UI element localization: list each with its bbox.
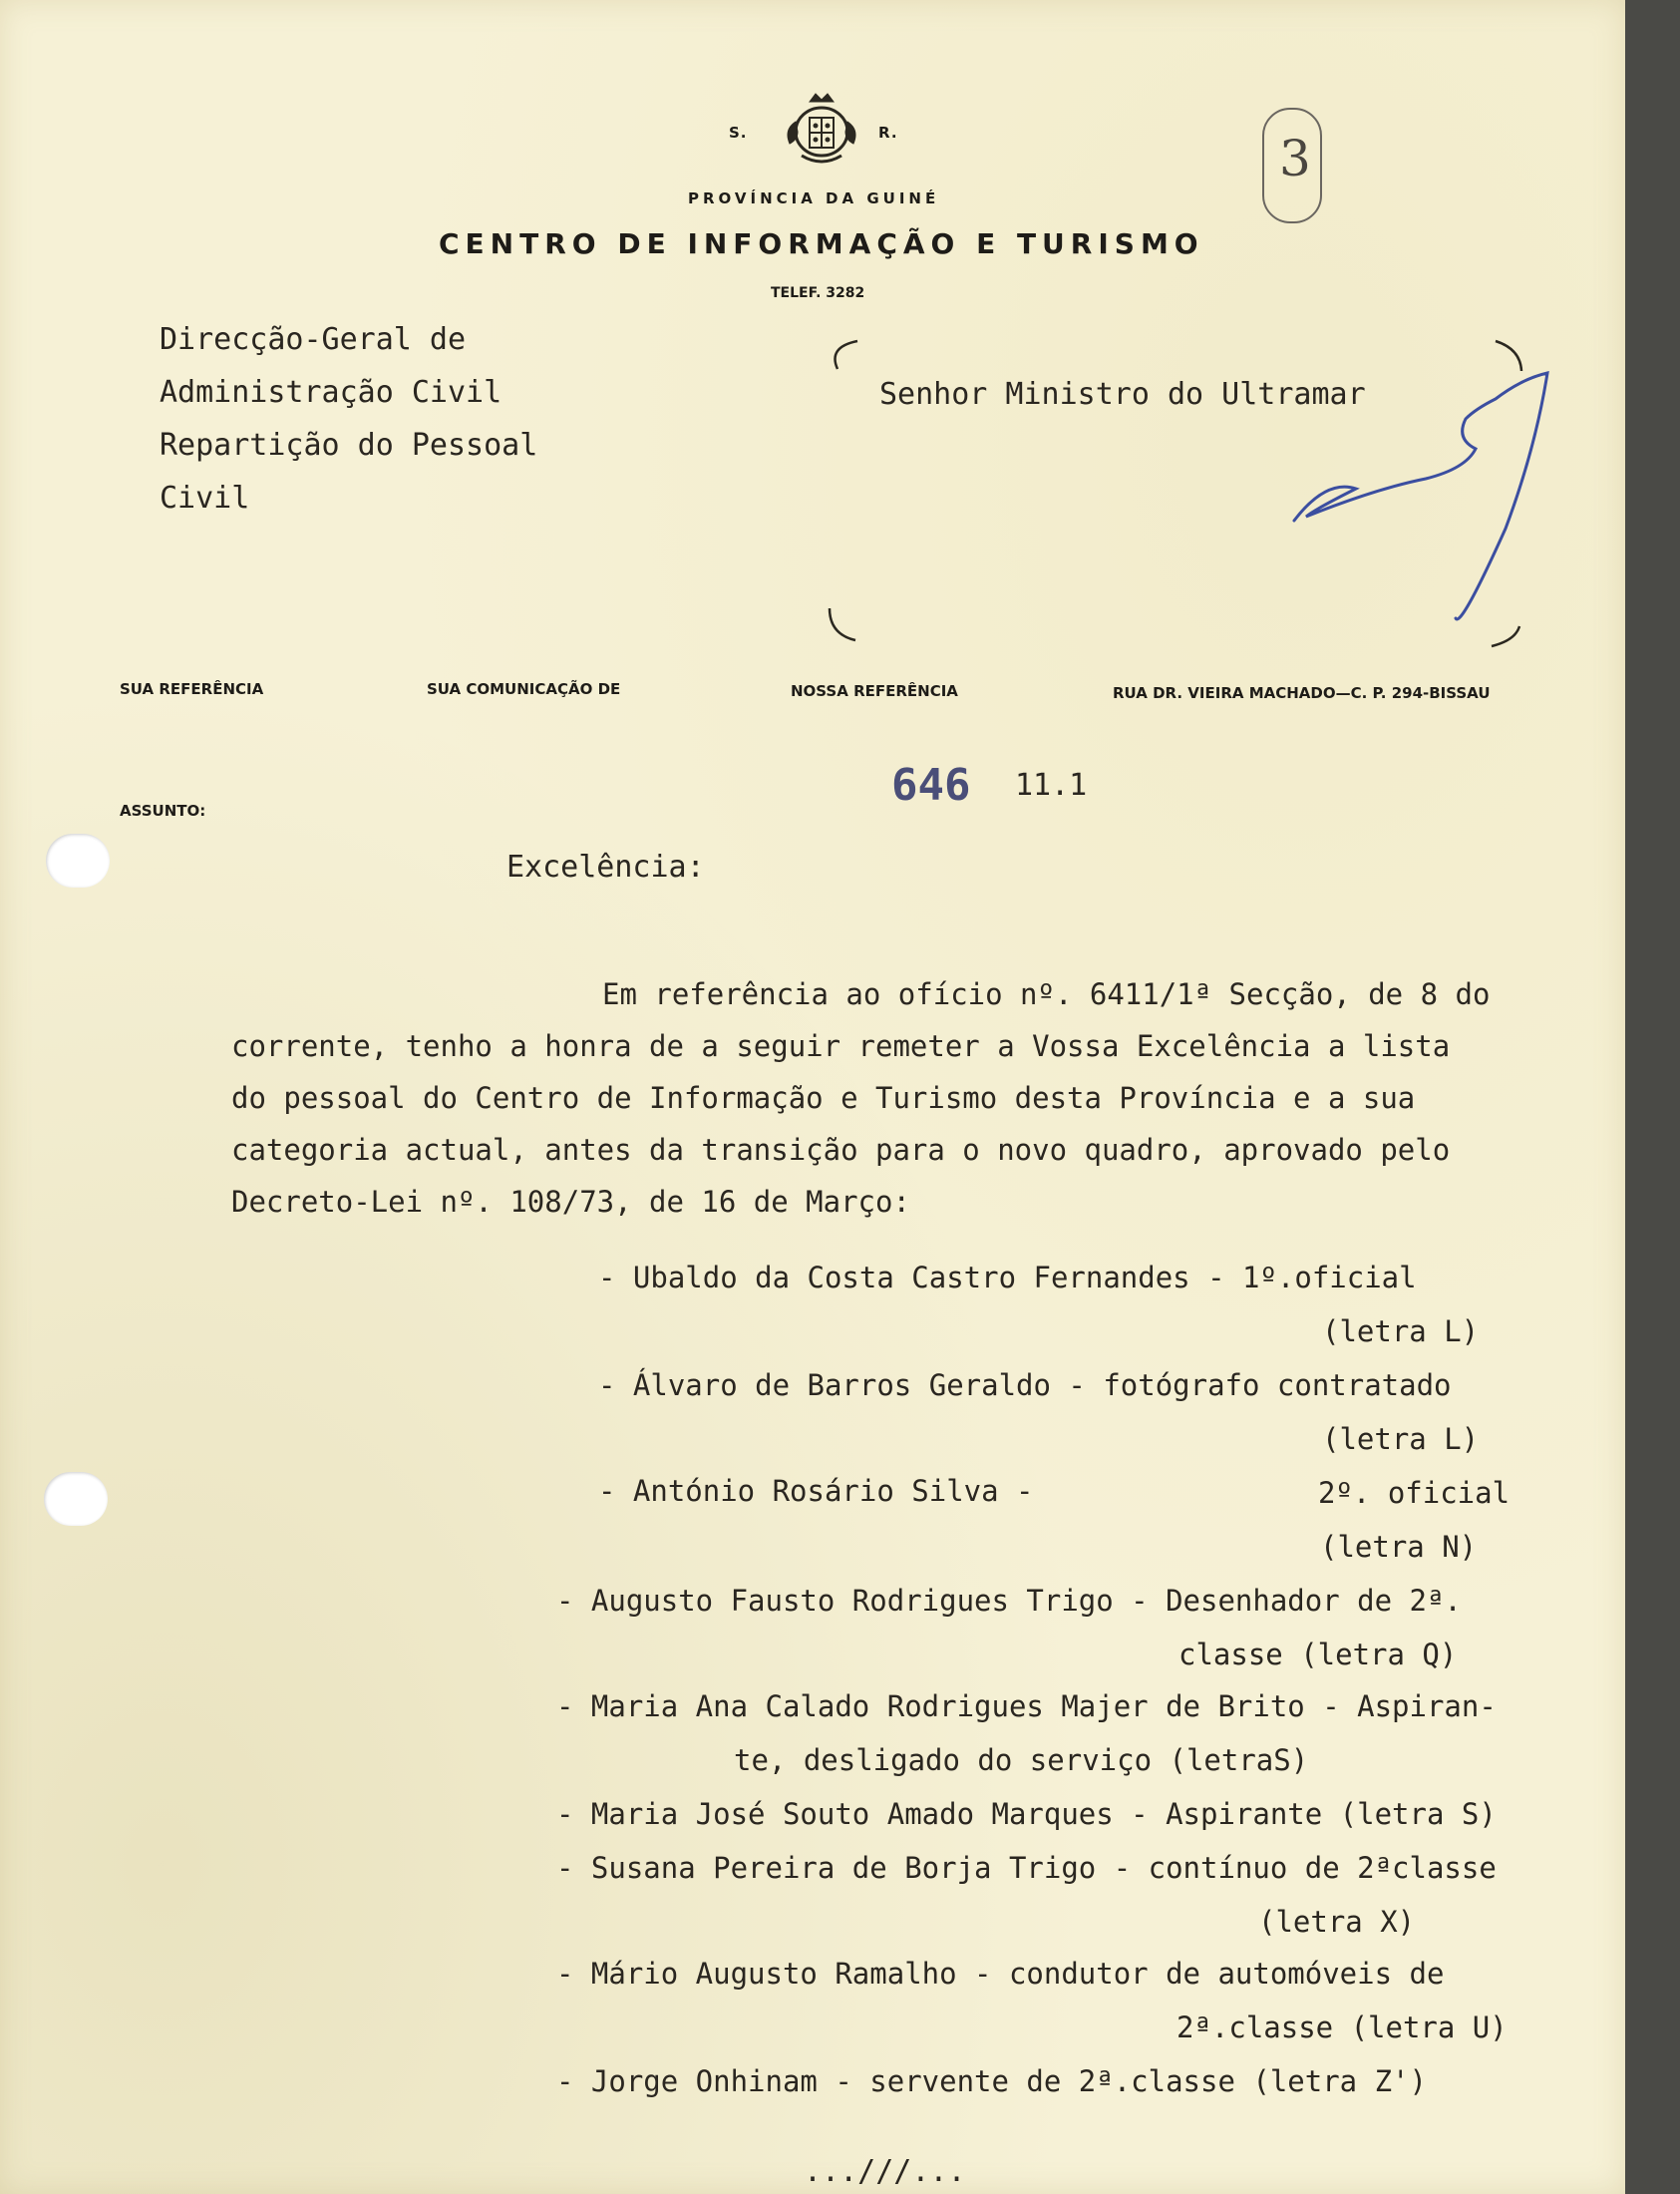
staff-list-item-continuation: (letra L) bbox=[1322, 1314, 1480, 1348]
salutation: Excelência: bbox=[506, 850, 705, 885]
staff-list-item-continuation: classe (letra Q) bbox=[1178, 1638, 1458, 1671]
staff-list-item: - Augusto Fausto Rodrigues Trigo - Desenhador de 2ª. bbox=[556, 1584, 1462, 1618]
staff-list-item: - António Rosário Silva - bbox=[598, 1474, 1034, 1508]
staff-list-item: - Mário Augusto Ramalho - condutor de automóveis de bbox=[556, 1957, 1445, 1991]
body-line: corrente, tenho a honra de a seguir remeter a Vossa Excelência a lista bbox=[231, 1029, 1451, 1063]
staff-list-item: - Susana Pereira de Borja Trigo - contínuo de 2ªclasse bbox=[556, 1851, 1497, 1885]
staff-list-item-continuation: te, desligado do serviço (letraS) bbox=[734, 1743, 1309, 1777]
letterhead-initial-right: R. bbox=[878, 124, 898, 142]
addressee: Senhor Ministro do Ultramar bbox=[879, 377, 1366, 412]
label-your-reference: SUA REFERÊNCIA bbox=[120, 680, 264, 698]
staff-list-item: - Maria Ana Calado Rodrigues Majer de Brito - Aspiran- bbox=[556, 1689, 1497, 1723]
label-our-reference: NOSSA REFERÊNCIA bbox=[791, 682, 958, 700]
staff-list-item: - Jorge Onhinam - servente de 2ª.classe (letra Z') bbox=[556, 2064, 1427, 2098]
label-your-communication: SUA COMUNICAÇÃO DE bbox=[427, 680, 621, 698]
staff-list-item-continuation: (letra L) bbox=[1322, 1422, 1480, 1456]
recipient-office bbox=[160, 313, 537, 525]
punch-hole-bottom bbox=[44, 1472, 108, 1526]
body-line: Em referência ao ofício nº. 6411/1ª Secção, de 8 do bbox=[602, 977, 1491, 1011]
staff-list-item-continuation: 2ª.classe (letra U) bbox=[1176, 2011, 1508, 2044]
body-line: Decreto-Lei nº. 108/73, de 16 de Março: bbox=[231, 1185, 910, 1219]
body-line: categoria actual, antes da transição para o novo quadro, aprovado pelo bbox=[231, 1133, 1451, 1167]
staff-list-item-continuation: (letra N) bbox=[1320, 1530, 1478, 1564]
sender-address: RUA DR. VIEIRA MACHADO—C. P. 294-BISSAU bbox=[1113, 684, 1491, 702]
staff-list-item: - Álvaro de Barros Geraldo - fotógrafo contratado bbox=[598, 1368, 1452, 1402]
reference-typed-number: 11.1 bbox=[1015, 768, 1088, 803]
margin-note-number: 3 bbox=[1279, 130, 1311, 187]
letterhead-phone: TELEF. 3282 bbox=[771, 285, 865, 301]
handwritten-signature bbox=[1286, 369, 1565, 628]
staff-list-item-continuation: 2º. oficial bbox=[1318, 1476, 1511, 1510]
letterhead-organization: CENTRO DE INFORMAÇÃO E TURISMO bbox=[439, 227, 1204, 260]
body-line: do pessoal do Centro de Informação e Turismo desta Província e a sua bbox=[231, 1081, 1416, 1115]
recipient-office-line: Direcção-Geral de bbox=[160, 322, 467, 357]
label-subject: ASSUNTO: bbox=[120, 802, 206, 820]
recipient-office-line: Civil bbox=[160, 481, 250, 516]
reference-stamp-number: 646 bbox=[891, 760, 971, 811]
recipient-office-line: Repartição do Pessoal bbox=[160, 428, 538, 463]
punch-hole-top bbox=[46, 834, 110, 888]
letterhead-province: PROVÍNCIA DA GUINÉ bbox=[688, 189, 940, 207]
coat-of-arms-icon bbox=[780, 92, 863, 170]
staff-list-item: - Ubaldo da Costa Castro Fernandes - 1º.oficial bbox=[598, 1261, 1417, 1294]
staff-list-item: - Maria José Souto Amado Marques - Aspirante (letra S) bbox=[556, 1797, 1497, 1831]
scan-background-edge bbox=[1625, 0, 1680, 2194]
staff-list-item-continuation: (letra X) bbox=[1258, 1905, 1416, 1939]
continuation-mark: ...///... bbox=[804, 2154, 966, 2189]
recipient-office-line: Administração Civil bbox=[160, 375, 503, 410]
letterhead-initial-left: S. bbox=[729, 124, 748, 142]
